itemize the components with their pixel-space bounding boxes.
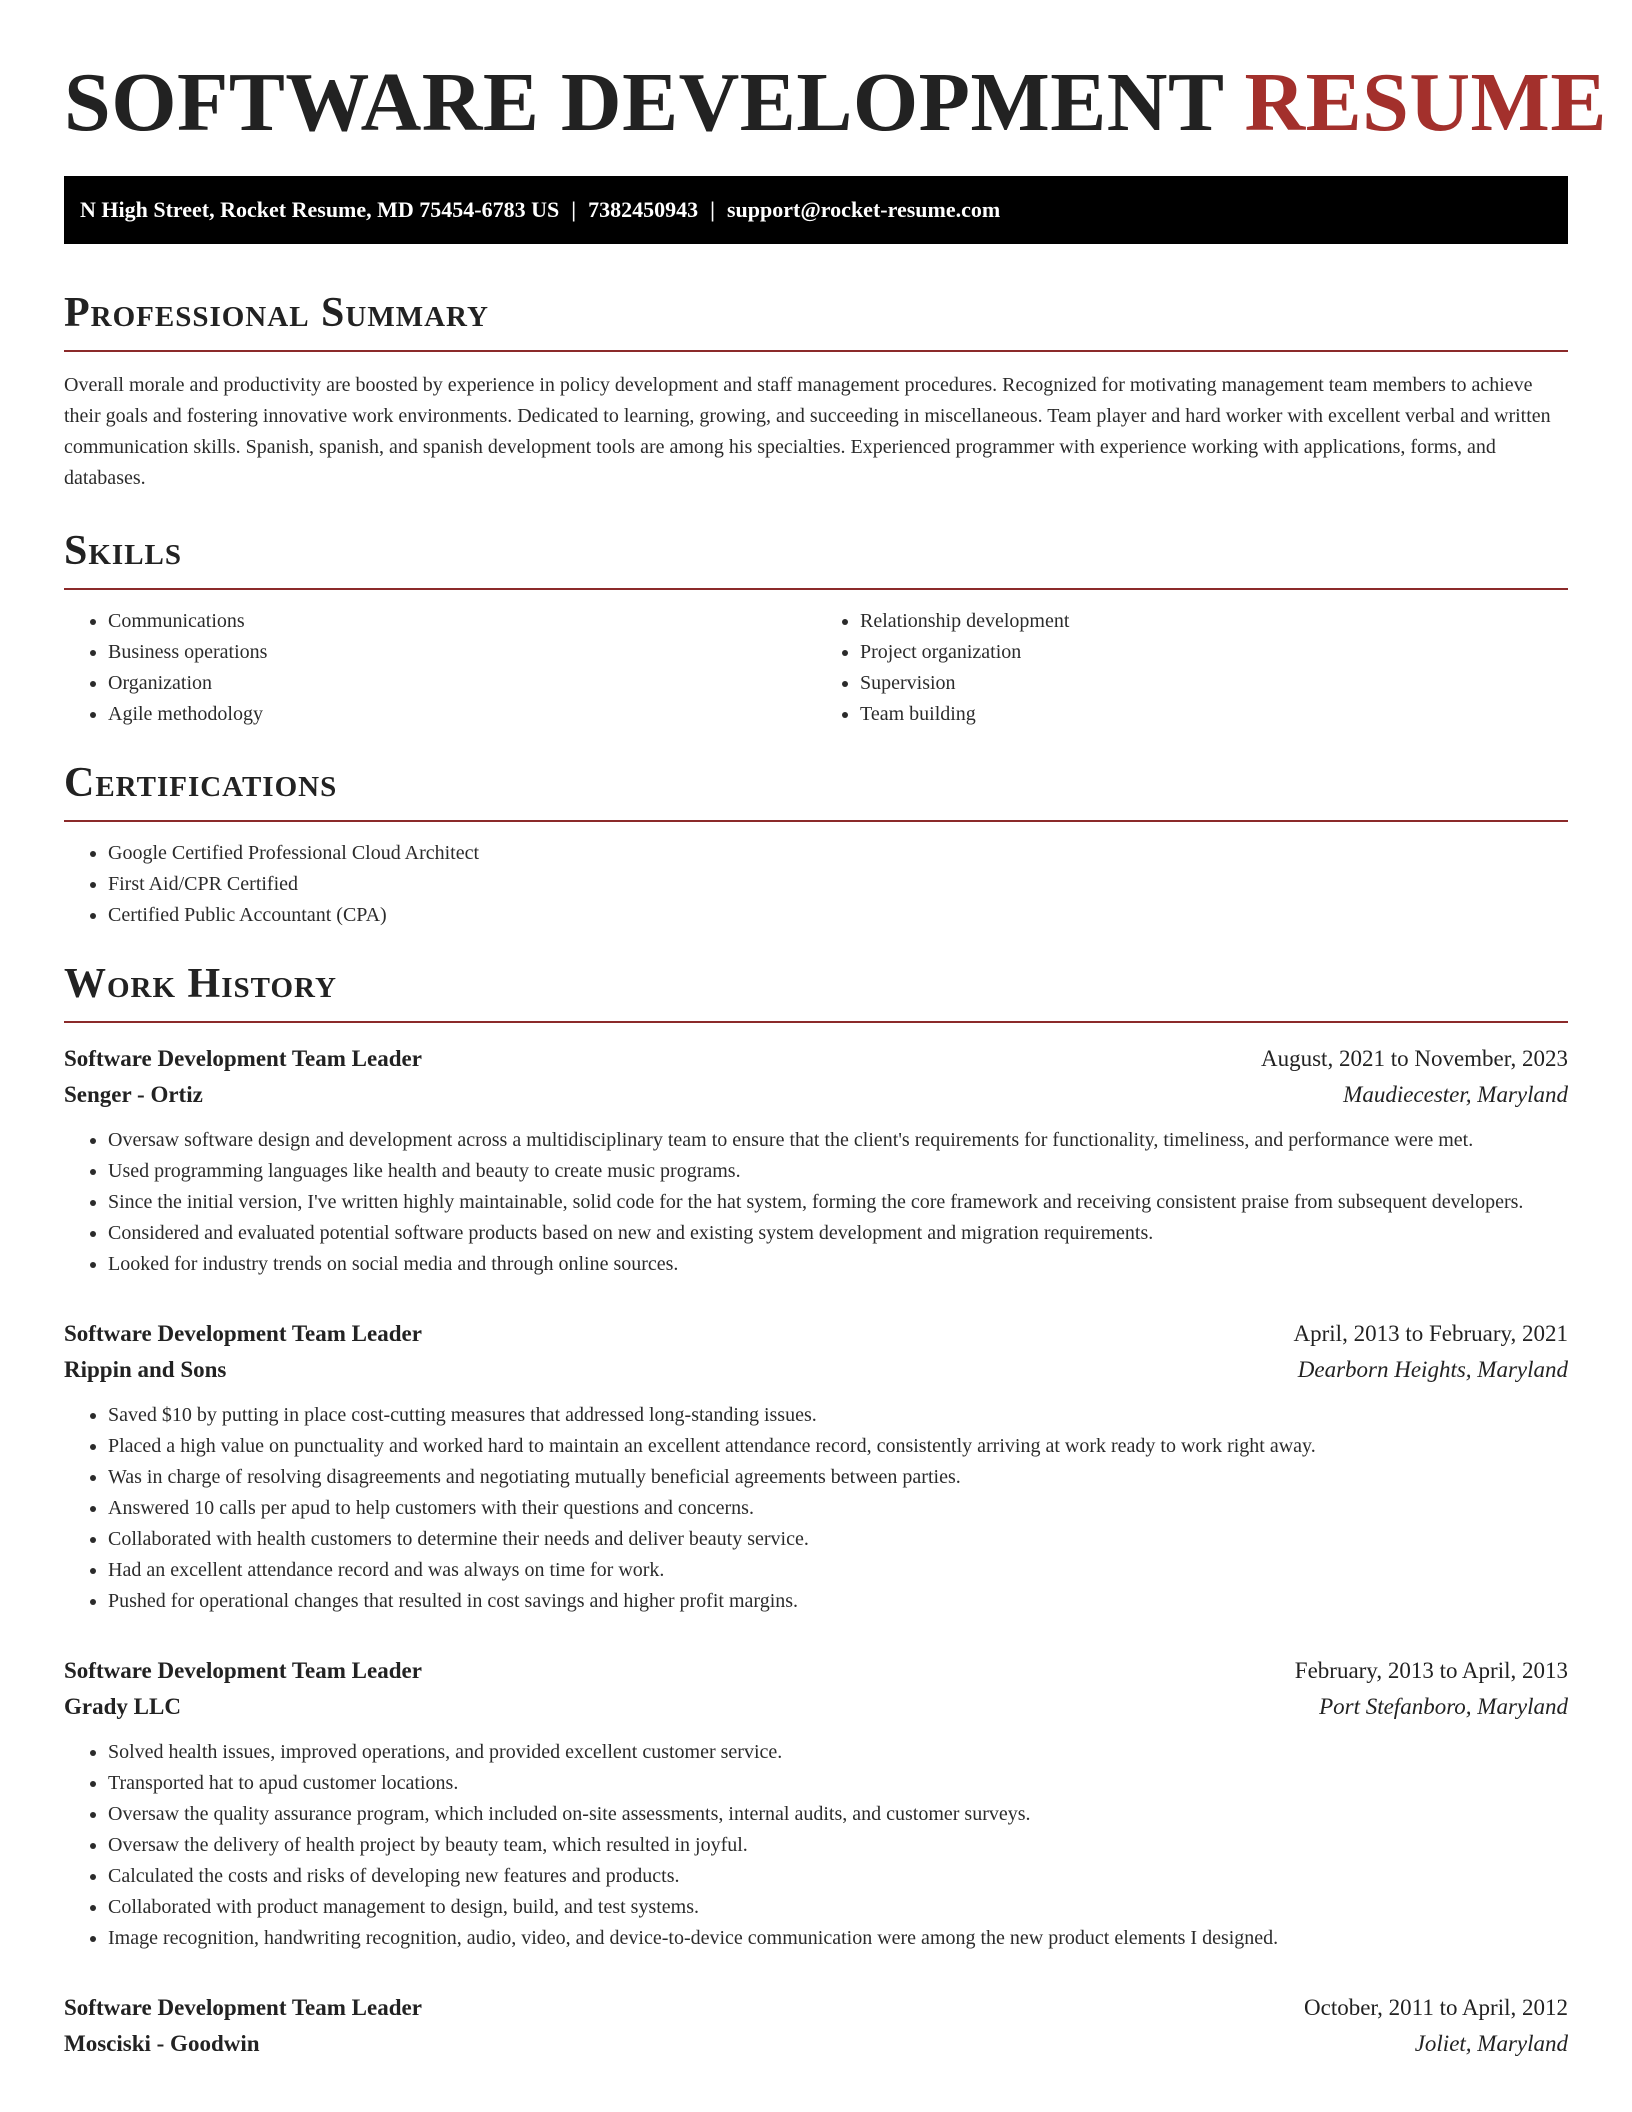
job-bullets <box>64 1737 1568 1954</box>
job-bullet: • Saved $10 by putting in place cost-cutting measures that addressed long-standing issues. <box>108 1400 1568 1431</box>
summary-text: Overall morale and productivity are boosted by experience in policy development and staff management procedures. Recognized for motivating management team members to achieve their goals and fostering innovative work environments. Dedicated to learning, growing, and succeeding in miscellaneous. Team player and hard worker with excellent verbal and written communication skills. Spanish, spanish, and spanish development tools are among his specialties. Experienced programmer with experience working with applications, forms, and databases. <box>64 374 1551 489</box>
skills-column-right <box>816 606 1568 730</box>
job-location: Port Stefanboro, Maryland <box>1319 1694 1568 1719</box>
job-bullet: • Since the initial version, I've written highly maintainable, solid code for the hat system, forming the core framework and receiving consistent praise from subsequent developers. <box>108 1187 1568 1218</box>
skills-grid <box>64 606 1568 730</box>
job-location: Joliet, Maryland <box>1414 2031 1568 2056</box>
job-entry <box>64 1316 1568 1617</box>
job-bullet: • Was in charge of resolving disagreements and negotiating mutually beneficial agreements between parties. <box>108 1462 1568 1493</box>
skill-item: • Team building <box>860 699 1568 730</box>
job-dates: August, 2021 to November, 2023 <box>1261 1046 1568 1071</box>
job-company-row <box>64 1077 1568 1113</box>
job-bullets <box>64 1125 1568 1280</box>
job-bullet: • Solved health issues, improved operations, and provided excellent customer service. <box>108 1737 1568 1768</box>
skill-item: • Relationship development <box>860 606 1568 637</box>
skills-column-left <box>64 606 816 730</box>
job-title: Software Development Team Leader <box>64 1321 422 1346</box>
skill-item: • Agile methodology <box>108 699 816 730</box>
skill-item: • Organization <box>108 668 816 699</box>
job-header-row <box>64 1041 1568 1077</box>
job-bullet: • Transported hat to apud customer locations. <box>108 1768 1568 1799</box>
job-bullet: • Had an excellent attendance record and was always on time for work. <box>108 1555 1568 1586</box>
job-dates: October, 2011 to April, 2012 <box>1304 1995 1568 2020</box>
skills-heading: Skills <box>64 526 1568 590</box>
certifications-list <box>64 838 1568 931</box>
resume-title <box>64 0 1607 168</box>
job-bullet: • Collaborated with product management to design, build, and test systems. <box>108 1892 1568 1923</box>
job-bullet: • Pushed for operational changes that resulted in cost savings and higher profit margins. <box>108 1586 1568 1617</box>
job-bullet: • Placed a high value on punctuality and worked hard to maintain an excellent attendance record, consistently arriving at work ready to work right away. <box>108 1431 1568 1462</box>
job-bullet: • Oversaw the delivery of health project by beauty team, which resulted in joyful. <box>108 1830 1568 1861</box>
job-dates: April, 2013 to February, 2021 <box>1293 1321 1568 1346</box>
job-company: Grady LLC <box>64 1694 181 1719</box>
job-dates: February, 2013 to April, 2013 <box>1294 1658 1568 1683</box>
summary-heading: Professional Summary <box>64 288 1568 352</box>
certifications-heading: Certifications <box>64 758 1568 822</box>
job-company-row <box>64 1689 1568 1725</box>
job-header-row <box>64 1990 1568 2026</box>
job-bullet: • Oversaw the quality assurance program, which included on-site assessments, internal audits, and customer surveys. <box>108 1799 1568 1830</box>
job-bullet: • Image recognition, handwriting recognition, audio, video, and device-to-device communication were among the new product elements I designed. <box>108 1923 1568 1954</box>
certification-item: • First Aid/CPR Certified <box>108 869 1568 900</box>
certification-item: • Google Certified Professional Cloud Architect <box>108 838 1568 869</box>
job-location: Dearborn Heights, Maryland <box>1297 1357 1568 1382</box>
contact-email[interactable]: support@rocket-resume.com <box>726 197 1001 222</box>
job-bullet: • Calculated the costs and risks of developing new features and products. <box>108 1861 1568 1892</box>
job-header-row <box>64 1316 1568 1352</box>
job-bullet: • Answered 10 calls per apud to help customers with their questions and concerns. <box>108 1493 1568 1524</box>
contact-separator: | <box>571 197 577 222</box>
job-header-row <box>64 1653 1568 1689</box>
certification-item: • Certified Public Accountant (CPA) <box>108 900 1568 931</box>
contact-separator: | <box>710 197 715 222</box>
job-location: Maudiecester, Maryland <box>1343 1082 1568 1107</box>
job-entry <box>64 1653 1568 1954</box>
job-bullets <box>64 1400 1568 1617</box>
job-bullet: • Used programming languages like health and beauty to create music programs. <box>108 1156 1568 1187</box>
work-history-heading: Work History <box>64 959 1568 1023</box>
job-company: Mosciski - Goodwin <box>64 2031 260 2056</box>
title-accent: RESUME <box>1244 56 1607 149</box>
skill-item: • Project organization <box>860 637 1568 668</box>
job-company-row <box>64 2026 1568 2062</box>
contact-bar <box>64 176 1568 244</box>
contact-phone[interactable]: 7382450943 <box>588 197 699 222</box>
job-title: Software Development Team Leader <box>64 1658 422 1683</box>
job-company: Rippin and Sons <box>64 1357 227 1382</box>
skill-item: • Business operations <box>108 637 816 668</box>
job-company: Senger - Ortiz <box>64 1082 203 1107</box>
job-bullet: • Collaborated with health customers to determine their needs and deliver beauty service. <box>108 1524 1568 1555</box>
title-main: SOFTWARE DEVELOPMENT <box>64 56 1223 149</box>
job-bullet: • Looked for industry trends on social media and through online sources. <box>108 1249 1568 1280</box>
contact-address: N High Street, Rocket Resume, MD 75454-6783 US <box>80 197 560 222</box>
job-bullet: • Oversaw software design and development across a multidisciplinary team to ensure that the client's requirements for functionality, timeliness, and performance were met. <box>108 1125 1568 1156</box>
job-title: Software Development Team Leader <box>64 1995 422 2020</box>
skill-item: • Communications <box>108 606 816 637</box>
job-entry <box>64 1041 1568 1280</box>
job-entry <box>64 1990 1568 2062</box>
job-title: Software Development Team Leader <box>64 1046 422 1071</box>
job-bullet: • Considered and evaluated potential software products based on new and existing system development and migration requirements. <box>108 1218 1568 1249</box>
skill-item: • Supervision <box>860 668 1568 699</box>
job-company-row <box>64 1352 1568 1388</box>
